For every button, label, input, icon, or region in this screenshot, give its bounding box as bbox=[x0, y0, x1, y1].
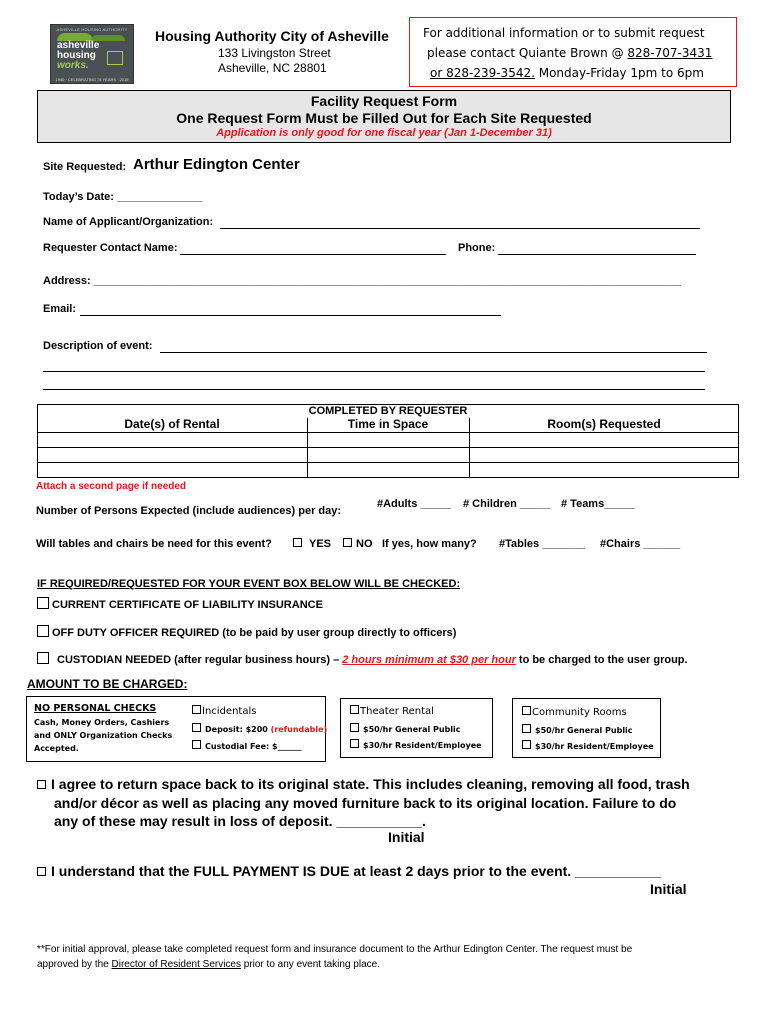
community-resident-text: $30/hr Resident/Employee bbox=[535, 742, 654, 751]
payment-methods-line-2: and ONLY Organization Checks bbox=[34, 731, 173, 740]
email-input-line[interactable] bbox=[80, 315, 501, 316]
theater-rate-resident[interactable] bbox=[350, 739, 482, 750]
director-link[interactable]: Director of Resident Services bbox=[111, 959, 241, 970]
rental-table-top-header: COMPLETED BY REQUESTER bbox=[308, 405, 468, 417]
agreement-cleaning-line-2: and/or décor as well as placing any moved furniture back to its original location. Failure to do bbox=[54, 794, 677, 811]
community-rate-public[interactable] bbox=[522, 724, 633, 735]
contact-name-input-line[interactable] bbox=[180, 254, 446, 255]
applicant-name-label: Name of Applicant/Organization: bbox=[43, 216, 214, 228]
rental-col-dates: Date(s) of Rental bbox=[124, 417, 220, 431]
site-requested-value[interactable]: Arthur Edington Center bbox=[133, 156, 300, 173]
tables-count-field[interactable]: #Tables _______ bbox=[499, 538, 586, 550]
description-input-line-1[interactable] bbox=[160, 352, 707, 353]
liability-checkbox-icon[interactable] bbox=[37, 597, 49, 609]
no-label: NO bbox=[356, 538, 373, 550]
logo-main-text-2: housing bbox=[57, 50, 96, 61]
incidentals-title: Incidentals bbox=[202, 706, 257, 717]
adults-field[interactable]: #Adults _____ bbox=[377, 498, 451, 510]
theater-public-checkbox-icon[interactable] bbox=[350, 723, 359, 732]
agreement-payment-checkbox-icon[interactable] bbox=[37, 867, 46, 876]
contact-phone-1[interactable]: 828-707-3431 bbox=[627, 46, 713, 60]
phone-label: Phone: bbox=[458, 242, 496, 254]
tables-chairs-no-option[interactable] bbox=[343, 538, 373, 550]
agreement-payment[interactable] bbox=[37, 863, 661, 879]
theater-public-text: $50/hr General Public bbox=[363, 725, 461, 734]
yes-checkbox-icon[interactable] bbox=[293, 538, 302, 547]
phone-input-line[interactable] bbox=[498, 254, 696, 255]
custodian-suffix: to be charged to the user group. bbox=[515, 654, 688, 666]
org-name: Housing Authority City of Asheville bbox=[155, 28, 389, 44]
address-field[interactable]: Address: ________________________________________________________________________________________________ bbox=[43, 275, 682, 287]
community-rooms-box bbox=[512, 698, 661, 758]
form-title: Facility Request Form bbox=[310, 93, 458, 109]
attach-second-page-note: Attach a second page if needed bbox=[36, 481, 187, 492]
payment-methods-line-3: Accepted. bbox=[34, 744, 79, 753]
description-input-line-3[interactable] bbox=[43, 389, 705, 390]
incidentals-checkbox-icon[interactable] bbox=[192, 705, 201, 714]
amount-charged-heading: AMOUNT TO BE CHARGED: bbox=[27, 677, 188, 691]
persons-expected-label: Number of Persons Expected (include audiences) per day: bbox=[36, 505, 342, 517]
theater-rental-title: Theater Rental bbox=[360, 706, 434, 717]
off-duty-officer-item bbox=[37, 625, 456, 639]
logo-top-text: ASHEVILLE HOUSING AUTHORITY bbox=[56, 27, 128, 32]
no-personal-checks-title: NO PERSONAL CHECKS bbox=[34, 703, 157, 714]
tables-chairs-question: Will tables and chairs be need for this event? bbox=[36, 538, 272, 550]
no-checkbox-icon[interactable] bbox=[343, 538, 352, 547]
contact-name-text: please contact Quiante Brown @ bbox=[427, 46, 628, 60]
description-input-line-2[interactable] bbox=[43, 371, 705, 372]
rental-col-time: Time in Space bbox=[347, 417, 429, 431]
custodian-label: CUSTODIAN NEEDED (after regular business hours) – bbox=[57, 654, 343, 666]
theater-checkbox-icon[interactable] bbox=[350, 705, 359, 714]
todays-date-field[interactable]: Today’s Date: ______________ bbox=[43, 191, 203, 203]
deposit-line bbox=[192, 723, 327, 734]
logo-house-icon bbox=[107, 51, 123, 65]
footer-note bbox=[37, 942, 737, 972]
custodial-fee-line[interactable] bbox=[192, 740, 302, 751]
payment-methods-line-1: Cash, Money Orders, Cashiers bbox=[34, 718, 170, 727]
initial-label-1: Initial bbox=[388, 829, 425, 845]
contact-phone-2[interactable]: or 828-239-3542. bbox=[430, 66, 535, 80]
form-subtitle: One Request Form Must be Filled Out for Each Site Requested bbox=[176, 110, 592, 126]
agreement-cleaning bbox=[37, 775, 757, 831]
applicant-name-input-line[interactable] bbox=[220, 228, 700, 229]
org-address-line-2: Asheville, NC 28801 bbox=[218, 61, 327, 75]
officer-checkbox-icon[interactable] bbox=[37, 625, 49, 637]
theater-rate-public[interactable] bbox=[350, 723, 461, 734]
community-public-text: $50/hr General Public bbox=[535, 726, 633, 735]
custodian-checkbox-icon[interactable] bbox=[37, 652, 49, 664]
contact-line-1: For additional information or to submit request bbox=[423, 26, 705, 40]
how-many-label: If yes, how many? bbox=[382, 538, 477, 550]
deposit-refundable: (refundable) bbox=[270, 725, 328, 734]
custodian-rate: 2 hours minimum at $30 per hour bbox=[342, 654, 516, 666]
custodial-fee-text: Custodial Fee: $______ bbox=[205, 742, 302, 751]
rental-row-3[interactable] bbox=[37, 462, 739, 478]
agreement-cleaning-line-1: I agree to return space back to its original state. This includes cleaning, removing all food, trash bbox=[51, 776, 690, 792]
initial-label-2: Initial bbox=[650, 881, 687, 897]
chairs-count-field[interactable]: #Chairs ______ bbox=[600, 538, 681, 550]
theater-rental-option[interactable] bbox=[350, 705, 434, 717]
no-personal-checks-box bbox=[26, 696, 326, 762]
custodian-item bbox=[37, 652, 688, 666]
form-validity-note: Application is only good for one fiscal year (Jan 1-December 31) bbox=[216, 127, 552, 139]
theater-resident-checkbox-icon[interactable] bbox=[350, 739, 359, 748]
community-rate-resident[interactable] bbox=[522, 740, 654, 751]
housing-authority-logo bbox=[50, 24, 134, 84]
rental-row-1[interactable] bbox=[37, 432, 739, 448]
rental-table bbox=[37, 404, 739, 478]
org-address-line-1: 133 Livingston Street bbox=[218, 46, 331, 60]
contact-info-box bbox=[409, 17, 737, 87]
off-duty-officer-label: OFF DUTY OFFICER REQUIRED (to be paid by user group directly to officers) bbox=[52, 627, 457, 639]
community-public-checkbox-icon[interactable] bbox=[522, 724, 531, 733]
rental-col-rooms: Room(s) Requested bbox=[547, 417, 661, 431]
deposit-checkbox-icon[interactable] bbox=[192, 723, 201, 732]
tables-chairs-yes-option[interactable] bbox=[293, 538, 331, 550]
footer-line-2-suffix: prior to any event taking place. bbox=[241, 959, 380, 970]
community-rooms-option[interactable] bbox=[522, 706, 627, 718]
form-title-box bbox=[37, 90, 731, 143]
incidentals-option[interactable] bbox=[192, 705, 256, 717]
community-rooms-title: Community Rooms bbox=[532, 707, 627, 718]
community-checkbox-icon[interactable] bbox=[522, 706, 531, 715]
logo-bottom-text: 1940 · CELEBRATING 75 YEARS · 2015 bbox=[55, 77, 129, 82]
teams-field[interactable]: # Teams_____ bbox=[561, 498, 635, 510]
rental-row-2[interactable] bbox=[37, 447, 739, 463]
children-field[interactable]: # Children _____ bbox=[463, 498, 551, 510]
agreement-cleaning-checkbox-icon[interactable] bbox=[37, 780, 46, 789]
logo-main-text-3: works. bbox=[57, 60, 89, 71]
site-requested-label: Site Requested: bbox=[43, 161, 127, 173]
description-label: Description of event: bbox=[43, 340, 153, 352]
contact-line-2 bbox=[427, 46, 712, 60]
custodial-fee-checkbox-icon[interactable] bbox=[192, 740, 201, 749]
theater-resident-text: $30/hr Resident/Employee bbox=[363, 741, 482, 750]
yes-label: YES bbox=[309, 538, 332, 550]
footer-line-2-prefix: approved by the bbox=[37, 959, 112, 970]
liability-insurance-label: CURRENT CERTIFICATE OF LIABILITY INSURANCE bbox=[52, 599, 323, 611]
contact-name-label: Requester Contact Name: bbox=[43, 242, 178, 254]
requirements-heading: IF REQUIRED/REQUESTED FOR YOUR EVENT BOX BELOW WILL BE CHECKED: bbox=[37, 578, 461, 590]
email-label: Email: bbox=[43, 303, 77, 315]
logo-main-text-1: asheville bbox=[57, 40, 100, 51]
theater-rental-box bbox=[340, 698, 493, 758]
liability-insurance-item bbox=[37, 597, 323, 611]
footer-line-1: **For initial approval, please take completed request form and insurance document to the Arthur Edington Center. The request must be bbox=[37, 944, 633, 955]
community-resident-checkbox-icon[interactable] bbox=[522, 740, 531, 749]
agreement-payment-text: I understand that the FULL PAYMENT IS DUE at least 2 days prior to the event. ___________ bbox=[51, 863, 661, 879]
deposit-amount: Deposit: $200 bbox=[205, 725, 271, 734]
agreement-cleaning-line-3[interactable]: any of these may result in loss of deposit. ___________. bbox=[54, 813, 426, 829]
contact-line-3 bbox=[430, 66, 704, 80]
contact-hours: Monday-Friday 1pm to 6pm bbox=[534, 66, 704, 80]
